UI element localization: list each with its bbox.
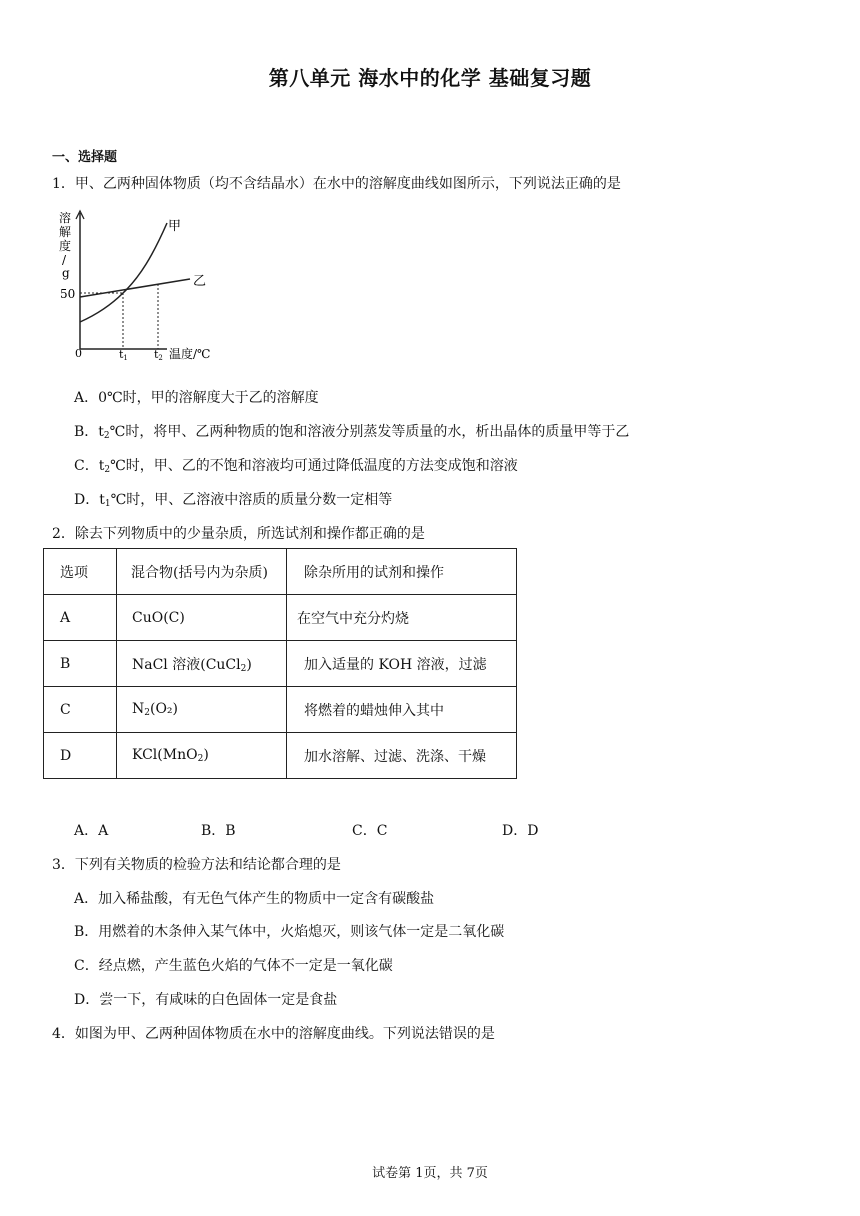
table-header-cell: 除杂所用的试剂和操作 — [287, 549, 517, 595]
table-cell-operation: 加入适量的 KOH 溶液，过滤 — [287, 641, 517, 687]
solubility-graph — [55, 205, 235, 365]
table-cell-option: A — [44, 595, 117, 641]
table-cell-operation: 加水溶解、过滤、洗涤、干燥 — [287, 733, 517, 779]
table-header-row — [44, 549, 517, 595]
q1-option-c: C．$t_2℃$时，甲、乙的不饱和溶液均可通过降低温度的方法变成饱和溶液 — [74, 458, 518, 475]
question-4-stem: 4．如图为甲、乙两种固体物质在水中的溶解度曲线。下列说法错误的是 — [52, 1026, 495, 1042]
q3-option-a: A．加入稀盐酸，有无色气体产生的物质中一定含有碳酸盐 — [74, 891, 435, 907]
table-row — [44, 595, 517, 641]
y-label-char-4: / — [62, 253, 67, 267]
table-header-cell: 选项 — [44, 549, 117, 595]
q1-option-a: A．0℃时，甲的溶解度大于乙的溶解度 — [74, 390, 319, 406]
impurity-table — [43, 548, 517, 779]
origin-label: 0 — [75, 347, 82, 360]
curve-jia-label: 甲 — [168, 219, 182, 234]
q1-option-b: B．$t_2℃$时，将甲、乙两种物质的饱和溶液分别蒸发等质量的水，析出晶体的质量甲等于乙 — [74, 424, 630, 441]
table-cell-mixture: NaCl 溶液(CuCl$_2$) — [117, 641, 287, 687]
table-cell-operation: 在空气中充分灼烧 — [287, 595, 517, 641]
table-cell-option: C — [44, 687, 117, 733]
table-cell-mixture: CuO(C) — [117, 595, 287, 641]
y-label-char-5: g — [62, 266, 70, 280]
curve-yi-label: 乙 — [193, 274, 207, 289]
table-row — [44, 733, 517, 779]
table-row — [44, 687, 517, 733]
x-tick-t2: t2 — [154, 348, 163, 362]
y-label-char-3: 度 — [59, 239, 72, 253]
q1-option-d: D．$t_1℃$时，甲、乙溶液中溶质的质量分数一定相等 — [74, 492, 393, 509]
question-3-stem: 3．下列有关物质的检验方法和结论都合理的是 — [52, 857, 341, 873]
table-cell-option: B — [44, 641, 117, 687]
q2-answer-d: D．D — [502, 823, 539, 839]
page-footer: 试卷第 1页，共 7页 — [372, 1166, 488, 1181]
y-label-char-2: 解 — [59, 225, 72, 239]
section-heading: 一、选择题 — [52, 150, 118, 165]
y-tick-50: 50 — [60, 287, 76, 301]
curve-jia — [80, 223, 167, 322]
table-row — [44, 641, 517, 687]
q2-answer-b: B．B — [201, 823, 236, 839]
q2-answer-a: A．A — [74, 823, 109, 839]
question-2-stem: 2．除去下列物质中的少量杂质，所选试剂和操作都正确的是 — [52, 526, 425, 542]
table-cell-mixture: KCl(MnO$_2$) — [117, 733, 287, 779]
page-title: 第八单元 海水中的化学 基础复习题 — [268, 66, 592, 90]
curve-yi — [80, 279, 190, 297]
table-cell-operation: 将燃着的蜡烛伸入其中 — [287, 687, 517, 733]
q3-option-d: D．尝一下，有咸味的白色固体一定是食盐 — [74, 992, 338, 1008]
q3-option-b: B．用燃着的木条伸入某气体中，火焰熄灭，则该气体一定是二氧化碳 — [74, 924, 505, 940]
x-axis-label: 温度/℃ — [169, 347, 211, 361]
table-header-cell: 混合物(括号内为杂质) — [117, 549, 287, 595]
question-1-stem: 1．甲、乙两种固体物质（均不含结晶水）在水中的溶解度曲线如图所示，下列说法正确的是 — [52, 176, 621, 192]
y-label-char-1: 溶 — [59, 211, 72, 225]
q2-answer-c: C．C — [352, 823, 388, 839]
x-tick-t1: t1 — [119, 348, 128, 362]
q3-option-c: C．经点燃，产生蓝色火焰的气体不一定是一氧化碳 — [74, 958, 393, 974]
table-cell-option: D — [44, 733, 117, 779]
table-cell-mixture: $N_2(O_2)$ — [117, 687, 287, 733]
